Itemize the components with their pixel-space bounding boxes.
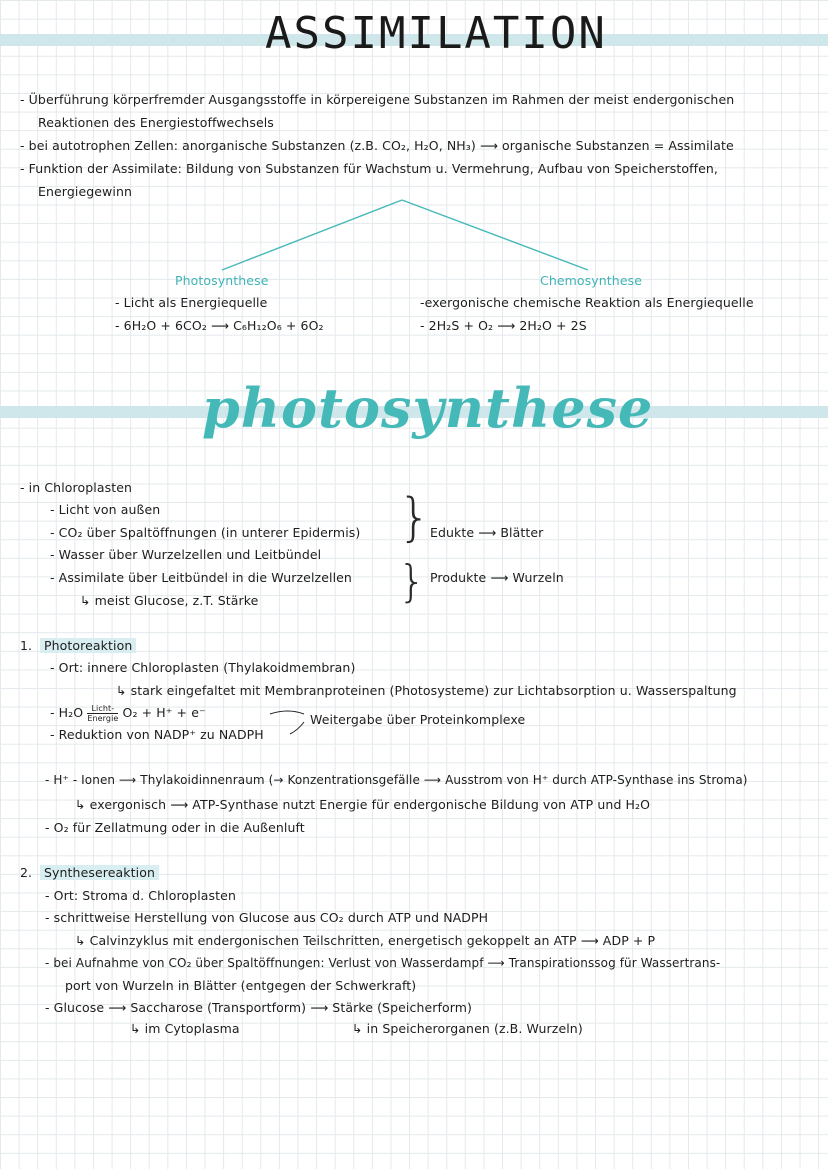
- light-reaction-heading: [40, 638, 136, 653]
- intro-line-1b: Reaktionen des Energiestoffwechsels: [38, 115, 274, 130]
- synthesis-heading-text: Synthesereaktion: [40, 865, 159, 880]
- branch-right-item-1: -exergonische chemische Reaktion als Energiequelle: [420, 295, 754, 310]
- edukte-label: Edukte ⟶ Blätter: [430, 525, 544, 540]
- equation-arrow-bottom: Energie: [87, 714, 119, 723]
- weitergabe-label: Weitergabe über Proteinkomplexe: [310, 712, 526, 727]
- synthesis-uptake-b: port von Wurzeln in Blätter (entgegen der Schwerkraft): [65, 978, 417, 993]
- reduktion-line: - Reduktion von NADP⁺ zu NADPH: [50, 727, 264, 742]
- synthesis-number: 2.: [20, 865, 33, 880]
- ions-line: - H⁺ - Ionen ⟶ Thylakoidinnenraum (→ Konzentrationsgefälle ⟶ Ausstrom von H⁺ durch ATP-Synthase ins Stroma): [45, 773, 748, 787]
- location-head: - in Chloroplasten: [20, 480, 133, 495]
- brace-edukte: }: [398, 488, 432, 548]
- section-title: photosynthese: [202, 376, 654, 440]
- light-reaction-ort: - Ort: innere Chloroplasten (Thylakoidmembran): [50, 660, 356, 675]
- synthesis-heading: [40, 865, 159, 880]
- location-sub: ↳ meist Glucose, z.T. Stärke: [80, 593, 259, 608]
- brace-produkte: }: [398, 556, 426, 607]
- weitergabe-arrow: [268, 708, 308, 738]
- equation-right: O₂ + H⁺ + e⁻: [122, 705, 206, 720]
- branch-lines: [0, 0, 828, 300]
- location-item-4: - Assimilate über Leitbündel in die Wurzelzellen: [50, 570, 352, 585]
- location-item-2: - CO₂ über Spaltöffnungen (in unterer Epidermis): [50, 525, 361, 540]
- intro-line-3: - Funktion der Assimilate: Bildung von Substanzen für Wachstum u. Vermehrung, Aufbau von Speicherstoffen,: [20, 161, 718, 176]
- produkte-label: Produkte ⟶ Wurzeln: [430, 570, 564, 585]
- light-reaction-equation: [50, 704, 206, 723]
- light-reaction-ort-sub: ↳ stark eingefaltet mit Membranproteinen (Photosysteme) zur Lichtabsorption u. Wasserspaltung: [116, 683, 737, 698]
- branch-left-item-1: - Licht als Energiequelle: [115, 295, 268, 310]
- synthesis-glucose-sub-2: ↳ in Speicherorganen (z.B. Wurzeln): [352, 1021, 583, 1036]
- synthesis-glucose-sub-1: ↳ im Cytoplasma: [130, 1021, 240, 1036]
- synthesis-uptake: - bei Aufnahme von CO₂ über Spaltöffnungen: Verlust von Wasserdampf ⟶ Transpirationssog für Wassertrans-: [45, 956, 721, 970]
- equation-arrow-top: Licht-: [87, 704, 118, 714]
- synthesis-glucose: - Glucose ⟶ Saccharose (Transportform) ⟶ Stärke (Speicherform): [45, 1000, 473, 1015]
- oxygen-line: - O₂ für Zellatmung oder in die Außenluft: [45, 820, 305, 835]
- branch-left-item-2: - 6H₂O + 6CO₂ ⟶ C₆H₁₂O₆ + 6O₂: [115, 318, 324, 333]
- ions-sub-line: ↳ exergonisch ⟶ ATP-Synthase nutzt Energie für endergonische Bildung von ATP und H₂O: [75, 797, 651, 812]
- branch-right-item-2: - 2H₂S + O₂ ⟶ 2H₂O + 2S: [420, 318, 587, 333]
- intro-line-3b: Energiegewinn: [38, 184, 132, 199]
- synthesis-ort: - Ort: Stroma d. Chloroplasten: [45, 888, 236, 903]
- branch-photosynthese-title: Photosynthese: [175, 273, 269, 288]
- branch-chemosynthese-title: Chemosynthese: [540, 273, 643, 288]
- location-item-3: - Wasser über Wurzelzellen und Leitbündel: [50, 547, 322, 562]
- light-reaction-number: 1.: [20, 638, 33, 653]
- page-title: ASSIMILATION: [265, 8, 607, 59]
- equation-left: - H₂O: [50, 705, 84, 720]
- synthesis-step: - schrittweise Herstellung von Glucose aus CO₂ durch ATP und NADPH: [45, 910, 489, 925]
- intro-line-1: - Überführung körperfremder Ausgangsstoffe in körpereigene Substanzen im Rahmen der meist endergonischen: [20, 92, 735, 107]
- synthesis-step-sub: ↳ Calvinzyklus mit endergonischen Teilschritten, energetisch gekoppelt an ATP ⟶ ADP + P: [75, 933, 656, 948]
- location-item-1: - Licht von außen: [50, 502, 161, 517]
- intro-line-2: - bei autotrophen Zellen: anorganische Substanzen (z.B. CO₂, H₂O, NH₃) ⟶ organische Substanzen = Assimilate: [20, 138, 734, 153]
- equation-arrow: [87, 704, 118, 723]
- light-reaction-heading-text: Photoreaktion: [40, 638, 136, 653]
